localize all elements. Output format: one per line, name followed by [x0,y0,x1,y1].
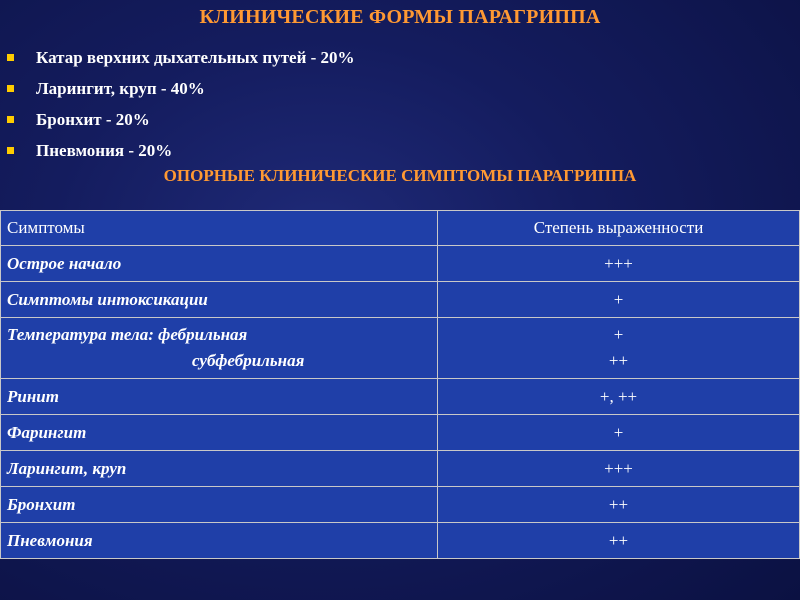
symptom-cell: Фарингит [1,415,438,451]
table-row [1,246,800,282]
degree-cell: +, ++ [438,379,800,415]
degree-line: + [613,325,624,344]
degree-cell: ++ [438,523,800,559]
bullet-square-icon [7,116,14,123]
table-row [1,415,800,451]
section-subtitle: ОПОРНЫЕ КЛИНИЧЕСКИЕ СИМПТОМЫ ПАРАГРИППА [163,166,637,185]
list-item [6,42,355,73]
symptom-line: субфебрильная [192,351,305,370]
symptom-cell: Ларингит, круп [1,451,438,487]
symptom-cell: Острое начало [1,246,438,282]
symptom-cell: Симптомы интоксикации [1,282,438,318]
clinical-forms-list [6,42,355,166]
degree-cell [438,318,800,379]
symptom-cell: Пневмония [1,523,438,559]
list-item [6,73,355,104]
table-row [1,523,800,559]
symptom-cell [1,318,438,379]
column-header-symptoms: Симптомы [1,211,438,246]
column-header-degree: Степень выраженности [438,211,800,246]
degree-cell: + [438,282,800,318]
degree-cell: ++ [438,487,800,523]
symptom-cell: Ринит [1,379,438,415]
table-row [1,282,800,318]
list-item-text: Пневмония - 20% [36,140,173,160]
degree-cell: +++ [438,246,800,282]
symptoms-table [0,210,800,559]
list-item-text: Катар верхних дыхательных путей - 20% [36,47,355,67]
degree-cell: +++ [438,451,800,487]
list-item-text: Ларингит, круп - 40% [36,78,205,98]
slide-title: КЛИНИЧЕСКИЕ ФОРМЫ ПАРАГРИППА [199,6,601,28]
table-row [1,379,800,415]
table-row [1,487,800,523]
symptom-line: Температура тела: фебрильная [7,325,248,344]
degree-cell: + [438,415,800,451]
symptom-cell: Бронхит [1,487,438,523]
degree-line: ++ [608,351,629,370]
bullet-square-icon [7,54,14,61]
list-item [6,135,355,166]
table-header-row [1,211,800,246]
list-item-text: Бронхит - 20% [36,109,150,129]
list-item [6,104,355,135]
table-row [1,451,800,487]
bullet-square-icon [7,147,14,154]
table-row [1,318,800,379]
bullet-square-icon [7,85,14,92]
